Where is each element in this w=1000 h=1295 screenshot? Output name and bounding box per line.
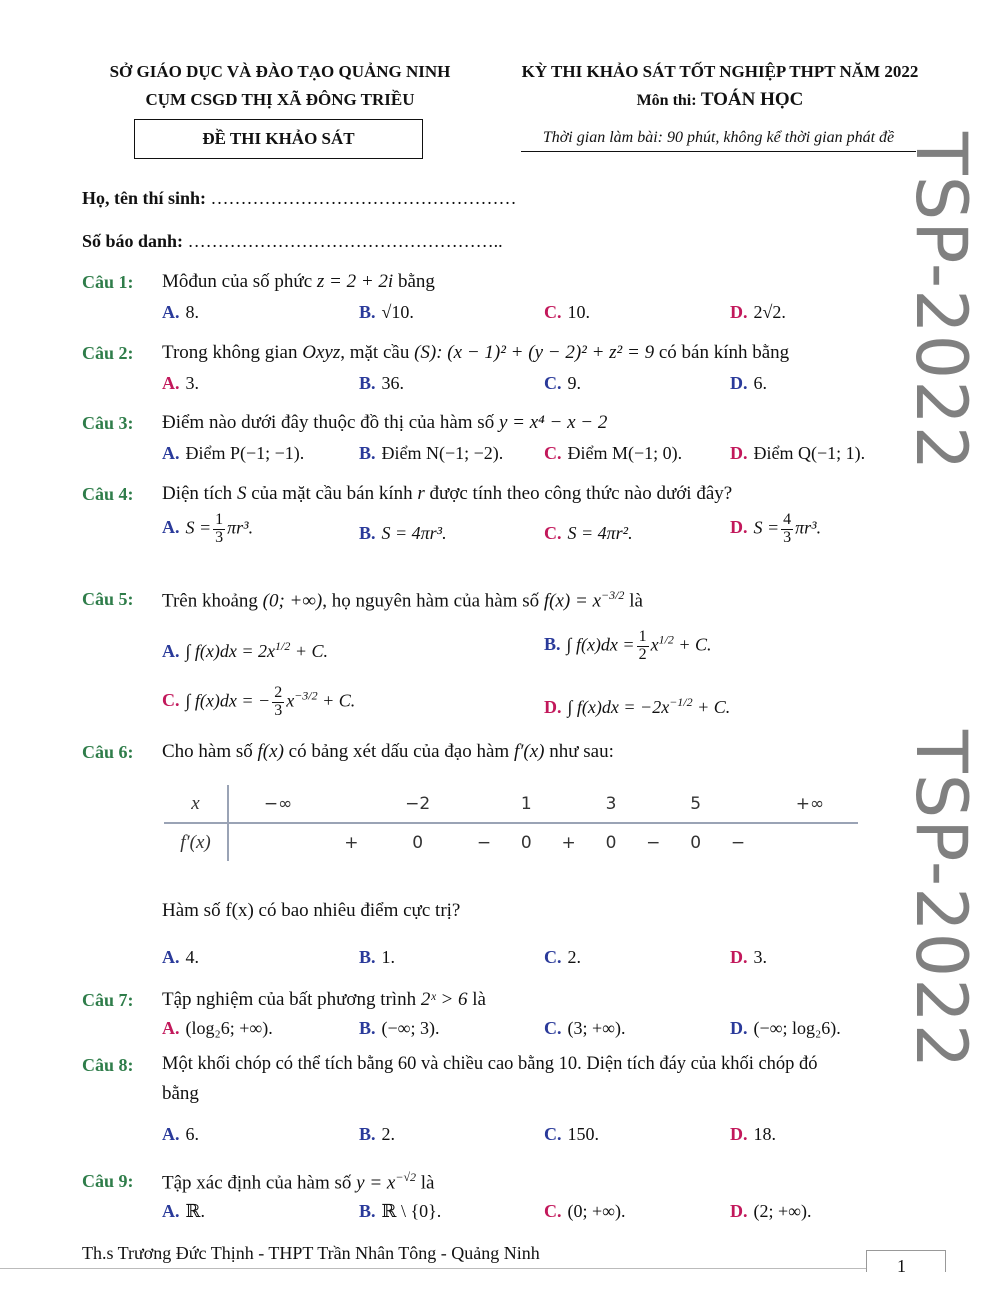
watermark-top: TSP-2022 xyxy=(900,132,982,472)
q4-option-a[interactable]: A. S = $\frac{1}{3}$ πr³. xyxy=(162,511,254,546)
sign-table-sign: − xyxy=(476,832,492,853)
q3-option-a[interactable]: A. Điểm P(−1; −1). xyxy=(162,443,305,463)
q5-option-d[interactable]: D. ∫ $f(x)dx = -2x^{-1/2} + C$. xyxy=(544,695,731,717)
sign-table-sign: + xyxy=(344,832,359,853)
question-1-label: Câu 1: xyxy=(82,272,134,292)
sign-table-x-value: +∞ xyxy=(762,785,858,823)
time-note: Thời gian làm bài: 90 phút, không kể thời gian phát đề xyxy=(521,129,916,152)
candidate-id-field[interactable] xyxy=(82,231,503,252)
subject-name: TOÁN HỌC xyxy=(700,89,804,110)
q8-option-c[interactable]: C. 150. xyxy=(544,1124,599,1144)
question-3-text: Điểm nào dưới đây thuộc đồ thị của hàm số y = x⁴ − x − 2 xyxy=(162,412,608,433)
sign-table-x-label: x xyxy=(164,785,228,823)
question-2-label: Câu 2: xyxy=(82,343,134,363)
q1-option-c[interactable]: C. 10. xyxy=(544,302,590,322)
question-2-text: Trong không gian Oxyz, mặt cầu (S): (x − 1)² + (y − 2)² + z² = 9 có bán kính bằng xyxy=(162,342,790,363)
sign-table-fprime-label: f′(x) xyxy=(164,823,228,861)
q3-option-c[interactable]: C. Điểm M(−1; 0). xyxy=(544,443,683,463)
q2-option-c[interactable]: C. 9. xyxy=(544,373,581,393)
q2-option-a[interactable]: A. 3. xyxy=(162,373,199,393)
candidate-id-label: Số báo danh: xyxy=(82,231,184,251)
question-8-text-line2: bằng xyxy=(162,1083,199,1104)
q7-option-c[interactable]: C. (3; +∞). xyxy=(544,1018,626,1038)
derivative-sign-table xyxy=(164,785,858,861)
q2-option-d[interactable]: D. 6. xyxy=(730,373,767,393)
question-7-label: Câu 7: xyxy=(82,990,134,1010)
question-9-text: Tập xác định của hàm số $y = x^{-√2}$ là xyxy=(162,1170,435,1194)
footer-divider xyxy=(0,1268,866,1269)
sign-table-x-value: −2 xyxy=(375,785,460,823)
question-8-label: Câu 8: xyxy=(82,1055,134,1075)
q9-option-b[interactable]: B. ℝ \ {0}. xyxy=(359,1201,442,1221)
q4-option-c[interactable]: C. S = 4πr². xyxy=(544,523,633,543)
candidate-name-dots: …………………………………………… xyxy=(210,188,517,208)
sign-table-sign: − xyxy=(646,832,661,853)
question-4-label: Câu 4: xyxy=(82,484,134,504)
q3-option-b[interactable]: B. Điểm N(−1; −2). xyxy=(359,443,504,463)
q2-option-b[interactable]: B. 36. xyxy=(359,373,405,393)
sign-table-sign: + xyxy=(561,832,576,853)
q1-option-a[interactable]: A. 8. xyxy=(162,302,199,322)
q7-option-b[interactable]: B. (−∞; 3). xyxy=(359,1018,440,1038)
q5-option-c[interactable]: C. ∫ f(x)dx = − $\frac{2}{3}$ $x^{-3/2} + C$. xyxy=(162,684,356,719)
question-6-subquestion: Hàm số f(x) có bao nhiêu điểm cực trị? xyxy=(162,900,461,921)
watermark-bottom: TSP-2022 xyxy=(900,730,982,1070)
sign-table-sign: 0 xyxy=(690,832,702,853)
q7-option-a[interactable]: A. (log₂6; +∞). xyxy=(162,1018,273,1038)
question-6-text: Cho hàm số f(x) có bảng xét dấu của đạo hàm f′(x) như sau: xyxy=(162,741,614,762)
exam-type: ĐỀ THI KHẢO SÁT xyxy=(202,129,355,148)
page-number-box xyxy=(866,1250,946,1272)
sign-table-x-value: −∞ xyxy=(228,785,327,823)
q8-option-d[interactable]: D. 18. xyxy=(730,1124,776,1144)
q4-option-b[interactable]: B. S = 4πr³. xyxy=(359,523,447,543)
sign-table-sign: 0 xyxy=(520,832,532,853)
candidate-name-field[interactable] xyxy=(82,188,517,209)
footer-author: Th.s Trương Đức Thịnh - THPT Trần Nhân Tông - Quảng Ninh xyxy=(82,1243,540,1263)
q5-option-b[interactable]: B. ∫ f(x)dx = $\frac{1}{2}$ $x^{1/2} + C$. xyxy=(544,628,712,663)
question-3-label: Câu 3: xyxy=(82,413,134,433)
q1-option-d[interactable]: D. 2√2. xyxy=(730,302,786,322)
department-name: SỞ GIÁO DỤC VÀ ĐÀO TẠO QUẢNG NINH xyxy=(109,62,451,81)
question-7-text: Tập nghiệm của bất phương trình 2ˣ > 6 là xyxy=(162,989,486,1010)
subject-line xyxy=(502,89,938,111)
q7-option-d[interactable]: D. (−∞; log₂6). xyxy=(730,1018,841,1038)
candidate-name-label: Họ, tên thí sinh: xyxy=(82,188,207,208)
sign-table-x-value: 1 xyxy=(508,785,545,823)
sign-table-sign: − xyxy=(730,832,746,853)
question-1-text: Môđun của số phức z = 2 + 2i bằng xyxy=(162,271,435,292)
cluster-name: CỤM CSGD THỊ XÃ ĐÔNG TRIỀU xyxy=(145,90,415,109)
exam-title: KỲ THI KHẢO SÁT TỐT NGHIỆP THPT NĂM 2022 xyxy=(521,62,919,81)
q4-option-d[interactable]: D. S = $\frac{4}{3}$ πr³. xyxy=(730,511,822,546)
q8-option-a[interactable]: A. 6. xyxy=(162,1124,199,1144)
subject-label: Môn thi: xyxy=(636,92,697,109)
sign-table-sign: 0 xyxy=(605,832,617,853)
sign-table-sign: 0 xyxy=(412,832,424,853)
question-9-label: Câu 9: xyxy=(82,1171,134,1191)
page-number: 1 xyxy=(897,1256,906,1276)
q6-option-c[interactable]: C. 2. xyxy=(544,947,581,967)
q6-option-d[interactable]: D. 3. xyxy=(730,947,767,967)
q1-option-b[interactable]: B. √10. xyxy=(359,302,414,322)
q9-option-a[interactable]: A. ℝ. xyxy=(162,1201,205,1221)
question-5-label: Câu 5: xyxy=(82,589,134,609)
candidate-id-dots: …………………………………………….. xyxy=(187,231,503,251)
q9-option-c[interactable]: C. (0; +∞). xyxy=(544,1201,626,1221)
q6-option-b[interactable]: B. 1. xyxy=(359,947,396,967)
sign-table-x-value: 5 xyxy=(677,785,714,823)
q6-option-a[interactable]: A. 4. xyxy=(162,947,199,967)
question-4-text: Diện tích S của mặt cầu bán kính r được tính theo công thức nào dưới đây? xyxy=(162,483,733,504)
sign-table-x-value: 3 xyxy=(593,785,630,823)
q8-option-b[interactable]: B. 2. xyxy=(359,1124,396,1144)
question-5-text: Trên khoảng (0; +∞), họ nguyên hàm của hàm số $f(x) = x^{-3/2}$ là xyxy=(162,588,643,612)
q5-option-a[interactable]: A. ∫ $f(x)dx = 2x^{1/2} + C$. xyxy=(162,639,329,661)
exam-type-box xyxy=(134,119,423,159)
q3-option-d[interactable]: D. Điểm Q(−1; 1). xyxy=(730,443,866,463)
q9-option-d[interactable]: D. (2; +∞). xyxy=(730,1201,812,1221)
question-8-text-line1: Một khối chóp có thể tích bằng 60 và chiều cao bằng 10. Diện tích đáy của khối chóp đó xyxy=(162,1054,818,1074)
question-6-label: Câu 6: xyxy=(82,742,134,762)
